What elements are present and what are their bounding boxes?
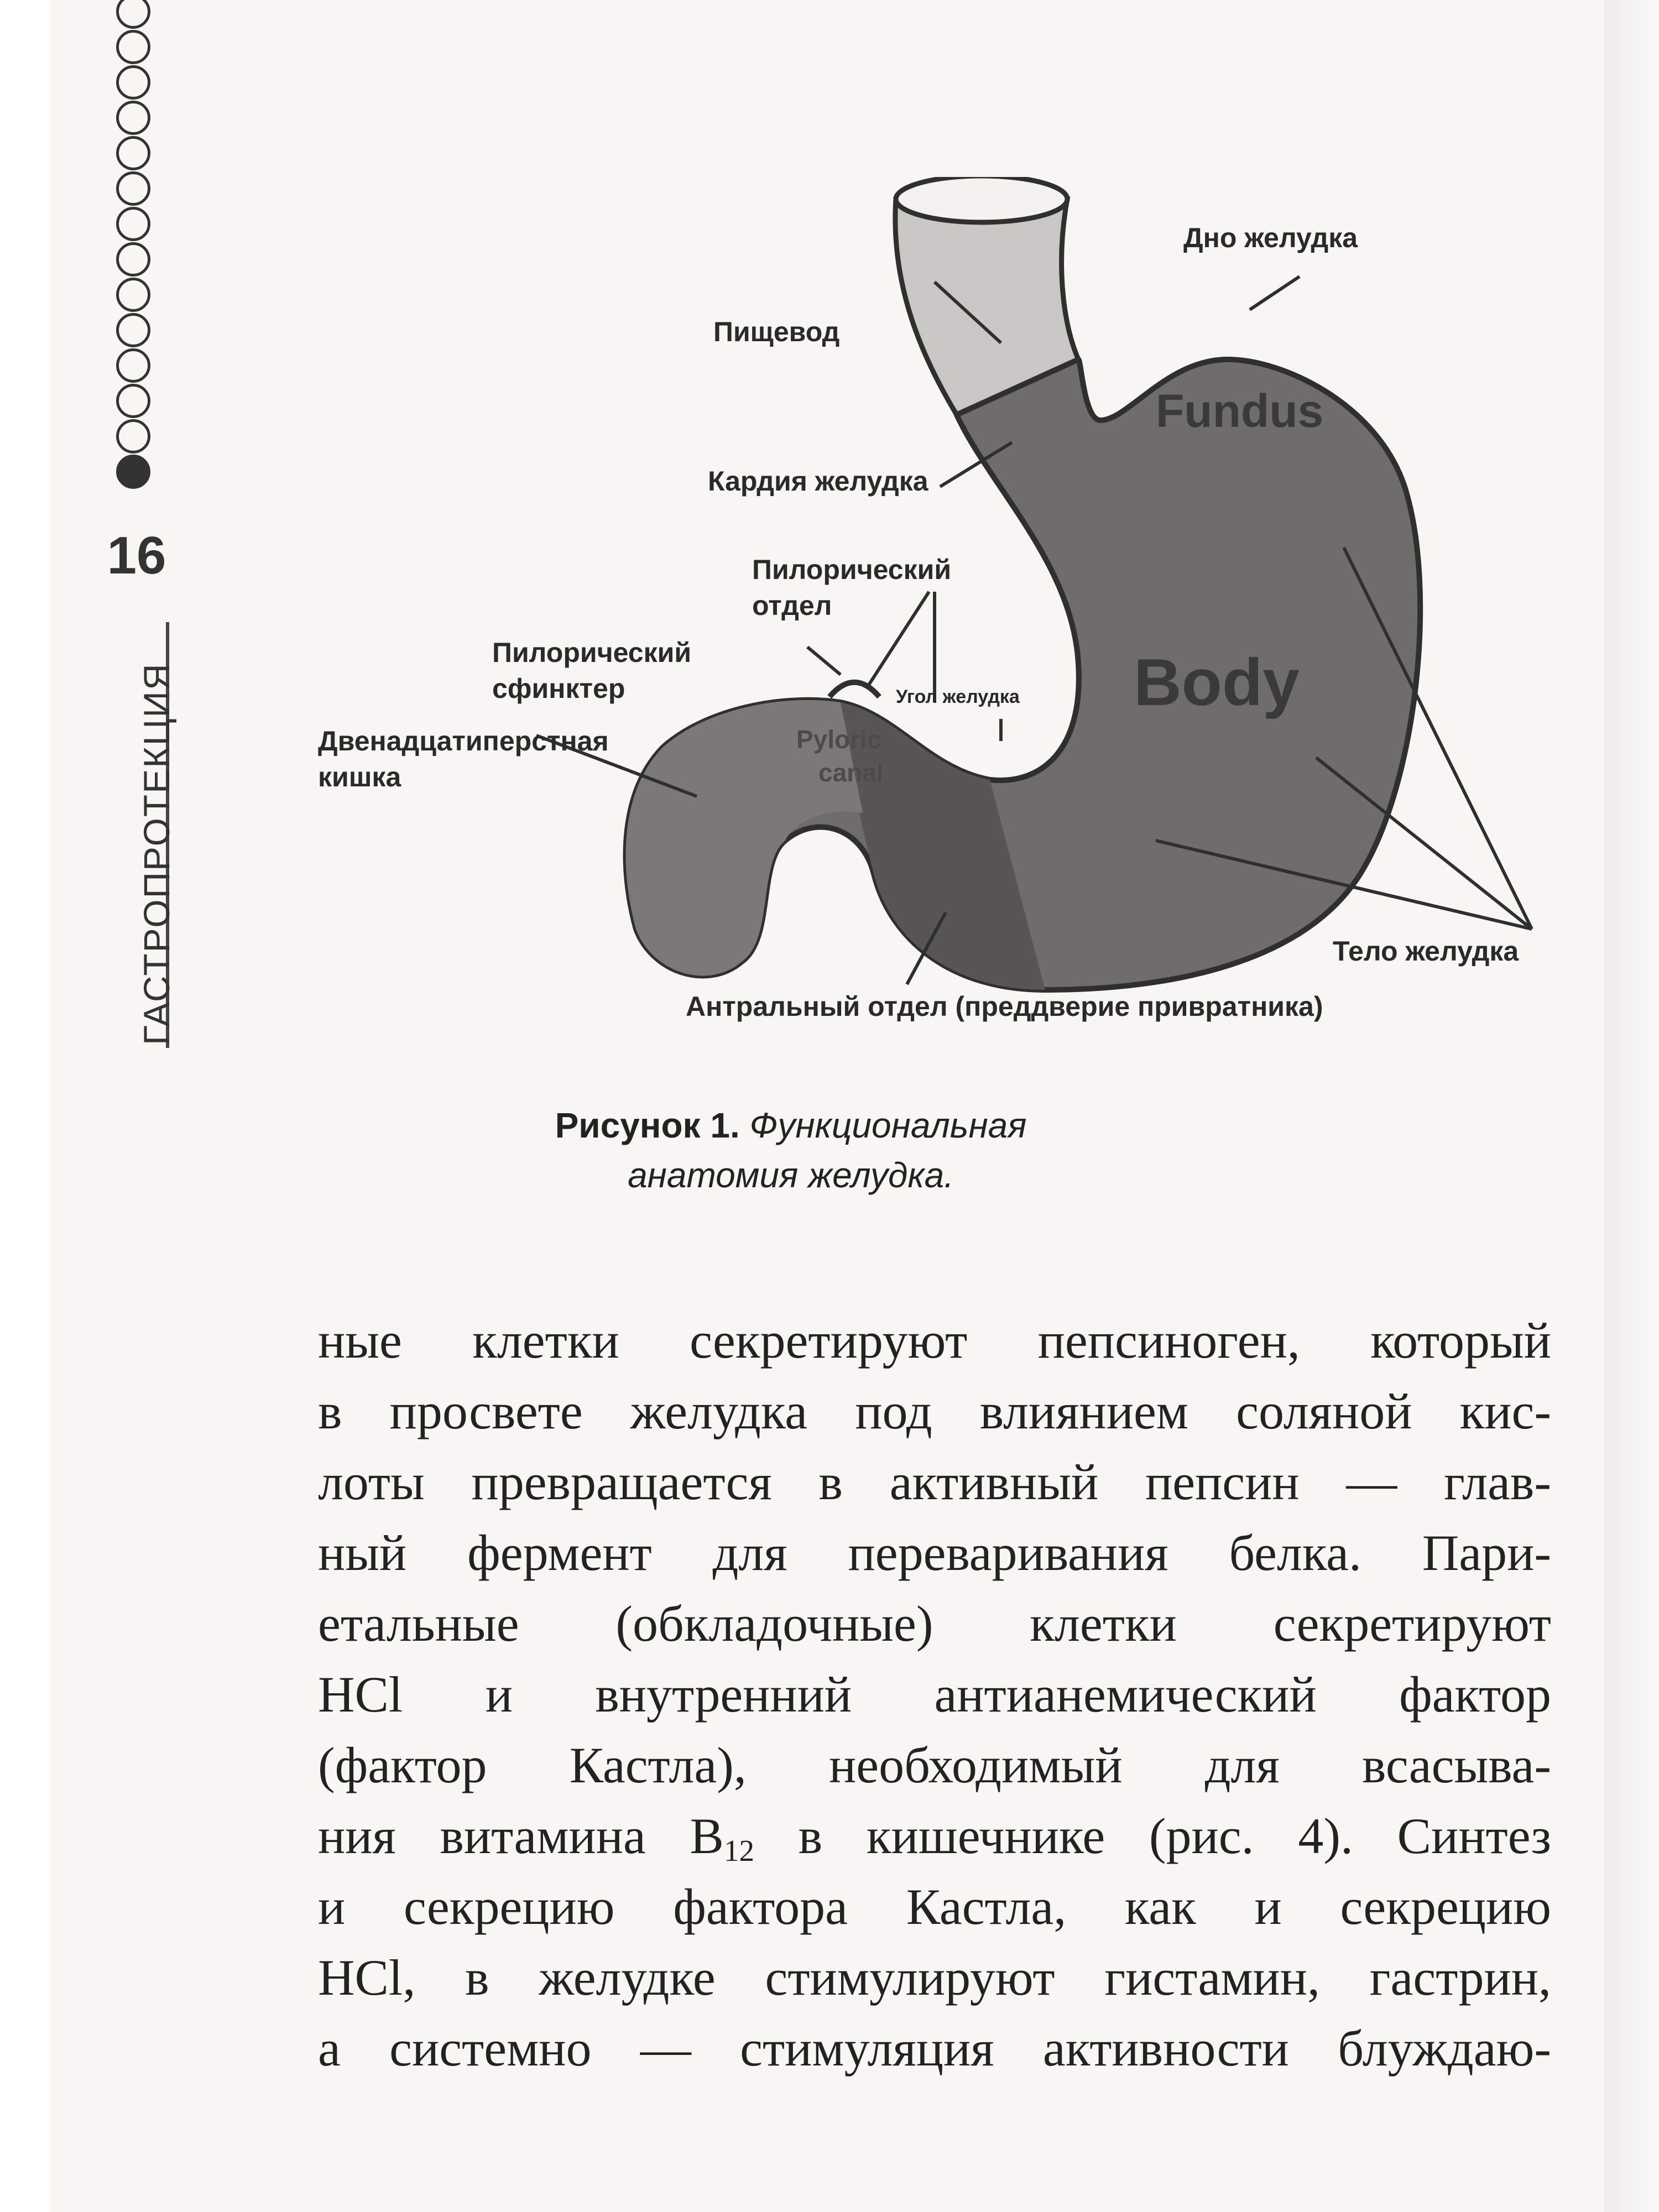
label-pishchevod: Пищевод bbox=[713, 316, 840, 347]
rail-dot bbox=[116, 101, 150, 135]
label-antralny: Антральный отдел (преддверие привратника) bbox=[686, 991, 1323, 1022]
rail-dot bbox=[116, 384, 150, 418]
leader-dno bbox=[1250, 276, 1300, 310]
text-line: ные клетки секретируют пепсиноген, который bbox=[318, 1312, 1551, 1369]
label-telo: Тело желудка bbox=[1333, 936, 1519, 967]
label-sfinkter-2: сфинктер bbox=[492, 673, 625, 704]
rail-dot-current bbox=[116, 455, 150, 489]
rail-dot bbox=[116, 0, 150, 29]
figure-caption bbox=[0, 1100, 1582, 1200]
text-line: HCl и внутренний антианемический фактор bbox=[318, 1666, 1551, 1723]
esophagus-opening bbox=[896, 177, 1067, 222]
pyloric-sphincter-notch bbox=[830, 682, 879, 697]
label-dno: Дно желудка bbox=[1183, 222, 1358, 253]
text-before-sub: ния витамина B bbox=[318, 1808, 724, 1864]
text-line: в просвете желудка под влиянием соляной кис- bbox=[318, 1383, 1551, 1439]
rail-dot bbox=[116, 207, 150, 241]
text-line: а системно — стимуляция активности блуждаю- bbox=[318, 2020, 1551, 2077]
rail-dot bbox=[116, 348, 150, 383]
rail-dot bbox=[116, 419, 150, 453]
leader-pilor-otdel-a bbox=[868, 592, 929, 686]
rail-dot bbox=[116, 65, 150, 100]
text-line: етальные (обкладочные) клетки секретируют bbox=[318, 1595, 1551, 1652]
rail-dot bbox=[116, 30, 150, 64]
rail-dot bbox=[116, 171, 150, 206]
stomach-anatomy-figure bbox=[310, 177, 1582, 1073]
caption-prefix: Рисунок 1. bbox=[555, 1105, 740, 1145]
label-kishka-2: кишка bbox=[318, 761, 401, 792]
page-number: 16 bbox=[107, 526, 166, 585]
rail-dot bbox=[116, 136, 150, 170]
rail-dot bbox=[116, 242, 150, 276]
caption-title-2: анатомия желудка. bbox=[628, 1155, 954, 1195]
rail-dot bbox=[116, 313, 150, 347]
caption-line-2 bbox=[0, 1150, 1582, 1200]
text-line: лоты превращается в активный пепсин — глав- bbox=[318, 1454, 1551, 1510]
label-sfinkter-1: Пилорический bbox=[492, 637, 692, 668]
rail-dot bbox=[116, 278, 150, 312]
label-kardiya: Кардия желудка bbox=[708, 466, 928, 497]
text-line-vitamin bbox=[318, 1801, 1551, 1871]
region-canal: canal bbox=[818, 758, 884, 787]
label-pilor-otdel-2: отдел bbox=[752, 590, 832, 621]
text-line: ный фермент для переваривания белка. Пари- bbox=[318, 1525, 1551, 1581]
caption-title-1: Функциональная bbox=[749, 1105, 1027, 1145]
region-body: Body bbox=[1134, 645, 1300, 719]
text-line: (фактор Кастла), необходимый для всасыва- bbox=[318, 1737, 1551, 1793]
label-ugol: Угол желудка bbox=[896, 686, 1020, 707]
page-fold-shadow bbox=[1604, 0, 1659, 2212]
body-paragraph bbox=[318, 1305, 1551, 2084]
text-after-sub: в кишечнике (рис. 4). Синтез bbox=[754, 1808, 1551, 1864]
leader-sfinkter bbox=[807, 647, 841, 675]
subscript-12: 12 bbox=[723, 1833, 755, 1867]
caption-line-1 bbox=[0, 1100, 1582, 1150]
running-head: ГАСТРОПРОТЕКЦИЯ bbox=[136, 662, 177, 1045]
text-line: и секрецию фактора Кастла, как и секрецию bbox=[318, 1879, 1551, 1935]
text-line: HCl, в желудке стимулируют гистамин, гастрин, bbox=[318, 1949, 1551, 2006]
region-fundus: Fundus bbox=[1156, 385, 1324, 437]
label-kishka-1: Двенадцатиперстная bbox=[318, 726, 609, 757]
region-pyloric: Pyloric bbox=[796, 725, 881, 754]
label-pilor-otdel-1: Пилорический bbox=[752, 554, 952, 585]
